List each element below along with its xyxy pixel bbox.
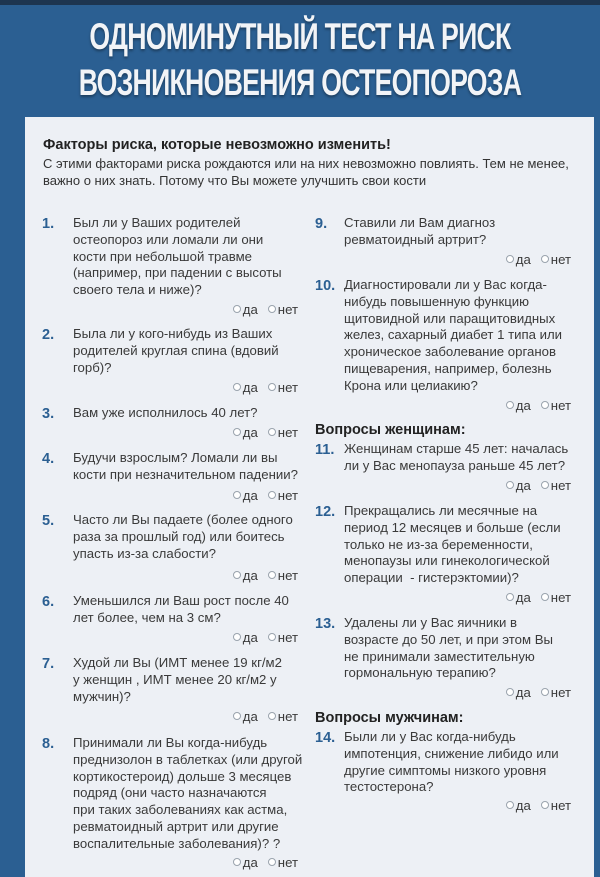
question-text: Прекращались ли месячные на период 12 месяцев и больше (если только не из-за беременности, менопаузы или гинекологической операции - гистерэктомии)? bbox=[344, 503, 561, 586]
radio-circle-icon bbox=[506, 801, 514, 809]
radio-circle-icon bbox=[268, 571, 276, 579]
answer-yes-label: да bbox=[515, 252, 531, 267]
answer-options-3 bbox=[223, 425, 298, 441]
question-number: 11. bbox=[315, 442, 335, 458]
question-text: Женщинам старше 45 лет: началась ли у Вас менопауза раньше 45 лет? bbox=[344, 441, 569, 473]
answer-no-radio[interactable] bbox=[541, 398, 571, 414]
question-text: Удалены ли у Вас яичники в возрасте до 50 лет, и при этом Вы не принимали заместительную гормональную терапию? bbox=[344, 615, 553, 681]
radio-circle-icon bbox=[268, 428, 276, 436]
answer-options-7 bbox=[223, 709, 298, 725]
radio-circle-icon bbox=[541, 481, 549, 489]
question-number: 3. bbox=[42, 406, 55, 422]
question-text: Худой ли Вы (ИМТ менее 19 кг/м2 у женщин , ИМТ менее 20 кг/м2 у мужчин)? bbox=[73, 655, 282, 704]
answer-no-label: нет bbox=[550, 798, 571, 813]
answer-options-6 bbox=[223, 630, 298, 646]
radio-circle-icon bbox=[233, 571, 241, 579]
answer-yes-radio[interactable] bbox=[506, 590, 531, 606]
answer-no-label: нет bbox=[277, 630, 298, 645]
intro-text: С этими факторами риска рождаются или на них невозможно повлиять. Тем не менее, важно о них знать. Потому что Вы можете улучшить свои кости bbox=[43, 156, 569, 188]
answer-no-label: нет bbox=[277, 488, 298, 503]
page-title: ОДНОМИНУТНЫЙ ТЕСТ НА РИСК ВОЗНИКНОВЕНИЯ ОСТЕОПОРОЗА bbox=[78, 16, 522, 103]
radio-circle-icon bbox=[233, 491, 241, 499]
radio-circle-icon bbox=[268, 858, 276, 866]
top-bar bbox=[0, 0, 600, 5]
question-number: 7. bbox=[42, 656, 55, 672]
radio-circle-icon bbox=[541, 593, 549, 601]
answer-no-label: нет bbox=[277, 709, 298, 724]
answer-no-radio[interactable] bbox=[541, 252, 571, 268]
section-men-heading: Вопросы мужчинам: bbox=[315, 710, 464, 726]
radio-circle-icon bbox=[506, 593, 514, 601]
radio-circle-icon bbox=[506, 688, 514, 696]
answer-options-1 bbox=[223, 302, 298, 318]
answer-options-2 bbox=[223, 380, 298, 396]
radio-circle-icon bbox=[268, 712, 276, 720]
answer-yes-radio[interactable] bbox=[233, 709, 258, 725]
radio-circle-icon bbox=[268, 383, 276, 391]
radio-circle-icon bbox=[541, 255, 549, 263]
answer-no-label: нет bbox=[550, 398, 571, 413]
radio-circle-icon bbox=[233, 858, 241, 866]
answer-options-9 bbox=[496, 252, 571, 268]
question-text: Часто ли Вы падаете (более одного раза за прошлый год) или боитесь упасть из-за слабости? bbox=[73, 512, 293, 561]
radio-circle-icon bbox=[268, 491, 276, 499]
question-number: 13. bbox=[315, 616, 336, 632]
question-number: 12. bbox=[315, 504, 336, 520]
answer-no-radio[interactable] bbox=[541, 590, 571, 606]
answer-options-5 bbox=[223, 568, 298, 584]
answer-options-14 bbox=[496, 798, 571, 814]
answer-yes-radio[interactable] bbox=[233, 380, 258, 396]
answer-yes-radio[interactable] bbox=[233, 568, 258, 584]
answer-yes-radio[interactable] bbox=[506, 252, 531, 268]
answer-no-radio[interactable] bbox=[268, 855, 298, 871]
question-number: 8. bbox=[42, 736, 55, 752]
answer-yes-radio[interactable] bbox=[233, 488, 258, 504]
answer-yes-label: да bbox=[242, 855, 258, 870]
question-number: 1. bbox=[42, 216, 55, 232]
radio-circle-icon bbox=[268, 305, 276, 313]
answer-no-label: нет bbox=[277, 380, 298, 395]
answer-no-label: нет bbox=[550, 590, 571, 605]
radio-circle-icon bbox=[541, 688, 549, 696]
answer-yes-label: да bbox=[242, 380, 258, 395]
radio-circle-icon bbox=[506, 481, 514, 489]
answer-no-radio[interactable] bbox=[268, 709, 298, 725]
question-number: 9. bbox=[315, 216, 328, 232]
question-text: Будучи взрослым? Ломали ли вы кости при незначительном падении? bbox=[73, 450, 298, 482]
answer-yes-label: да bbox=[242, 709, 258, 724]
question-number: 5. bbox=[42, 513, 55, 529]
question-text: Диагностировали ли у Вас когда- нибудь повышенную функцию щитовидной или паращитовидных желез, сахарный диабет 1 типа или хроническое заболевание органов пищеварения, например, болезнь Крона или целиакию? bbox=[344, 277, 563, 393]
answer-options-4 bbox=[223, 488, 298, 504]
answer-no-label: нет bbox=[277, 302, 298, 317]
answer-yes-label: да bbox=[515, 798, 531, 813]
question-number: 2. bbox=[42, 327, 55, 343]
answer-no-label: нет bbox=[550, 685, 571, 700]
answer-no-radio[interactable] bbox=[268, 302, 298, 318]
radio-circle-icon bbox=[541, 801, 549, 809]
answer-no-radio[interactable] bbox=[268, 380, 298, 396]
radio-circle-icon bbox=[506, 255, 514, 263]
answer-yes-radio[interactable] bbox=[506, 798, 531, 814]
answer-yes-label: да bbox=[242, 302, 258, 317]
answer-yes-radio[interactable] bbox=[506, 478, 531, 494]
answer-options-8 bbox=[223, 855, 298, 871]
answer-yes-radio[interactable] bbox=[233, 302, 258, 318]
answer-no-radio[interactable] bbox=[541, 798, 571, 814]
answer-yes-radio[interactable] bbox=[233, 425, 258, 441]
radio-circle-icon bbox=[233, 428, 241, 436]
question-text: Был ли у Ваших родителей остеопороз или ломали ли они кости при небольшой травме (например, при падении с высоты своего тела и ниже)? bbox=[73, 215, 282, 298]
answer-no-label: нет bbox=[550, 252, 571, 267]
answer-options-13 bbox=[496, 685, 571, 701]
answer-yes-label: да bbox=[242, 425, 258, 440]
radio-circle-icon bbox=[233, 305, 241, 313]
answer-options-11 bbox=[496, 478, 571, 494]
answer-yes-label: да bbox=[515, 478, 531, 493]
radio-circle-icon bbox=[233, 712, 241, 720]
answer-no-radio[interactable] bbox=[541, 478, 571, 494]
section-women-heading: Вопросы женщинам: bbox=[315, 422, 466, 438]
answer-no-radio[interactable] bbox=[268, 568, 298, 584]
answer-yes-radio[interactable] bbox=[506, 398, 531, 414]
answer-yes-radio[interactable] bbox=[233, 855, 258, 871]
answer-yes-label: да bbox=[242, 488, 258, 503]
question-number: 6. bbox=[42, 594, 55, 610]
answer-yes-label: да bbox=[515, 590, 531, 605]
radio-circle-icon bbox=[268, 633, 276, 641]
answer-no-label: нет bbox=[277, 425, 298, 440]
answer-yes-radio[interactable] bbox=[233, 630, 258, 646]
radio-circle-icon bbox=[541, 401, 549, 409]
answer-no-label: нет bbox=[550, 478, 571, 493]
question-text: Была ли у кого-нибудь из Ваших родителей круглая спина (вдовий горб)? bbox=[73, 326, 279, 375]
answer-yes-radio[interactable] bbox=[506, 685, 531, 701]
answer-no-label: нет bbox=[277, 855, 298, 870]
answer-no-radio[interactable] bbox=[268, 425, 298, 441]
question-text: Уменьшился ли Ваш рост после 40 лет более, чем на 3 см? bbox=[73, 593, 289, 625]
question-number: 14. bbox=[315, 730, 336, 746]
answer-options-10 bbox=[496, 398, 571, 414]
answer-yes-label: да bbox=[242, 630, 258, 645]
answer-no-radio[interactable] bbox=[268, 630, 298, 646]
intro-heading: Факторы риска, которые невозможно изменить! bbox=[43, 137, 391, 153]
answer-options-12 bbox=[496, 590, 571, 606]
radio-circle-icon bbox=[233, 383, 241, 391]
answer-yes-label: да bbox=[515, 398, 531, 413]
answer-yes-label: да bbox=[515, 685, 531, 700]
answer-no-radio[interactable] bbox=[268, 488, 298, 504]
radio-circle-icon bbox=[233, 633, 241, 641]
question-text: Были ли у Вас когда-нибудь импотенция, снижение либидо или другие симптомы низкого уровня тестостерона? bbox=[344, 729, 559, 795]
question-text: Принимали ли Вы когда-нибудь преднизолон в таблетках (или другой кортикостероид) дольше 3 месяцев подряд (они часто назначаются при таких заболеваниях как астма, ревматоидный артрит или другие воспалительные заболевания)? ? bbox=[73, 735, 303, 851]
question-text: Вам уже исполнилось 40 лет? bbox=[73, 405, 258, 420]
question-number: 10. bbox=[315, 278, 336, 294]
answer-no-label: нет bbox=[277, 568, 298, 583]
answer-no-radio[interactable] bbox=[541, 685, 571, 701]
question-number: 4. bbox=[42, 451, 55, 467]
radio-circle-icon bbox=[506, 401, 514, 409]
answer-yes-label: да bbox=[242, 568, 258, 583]
question-text: Ставили ли Вам диагноз ревматоидный артрит? bbox=[344, 215, 496, 247]
